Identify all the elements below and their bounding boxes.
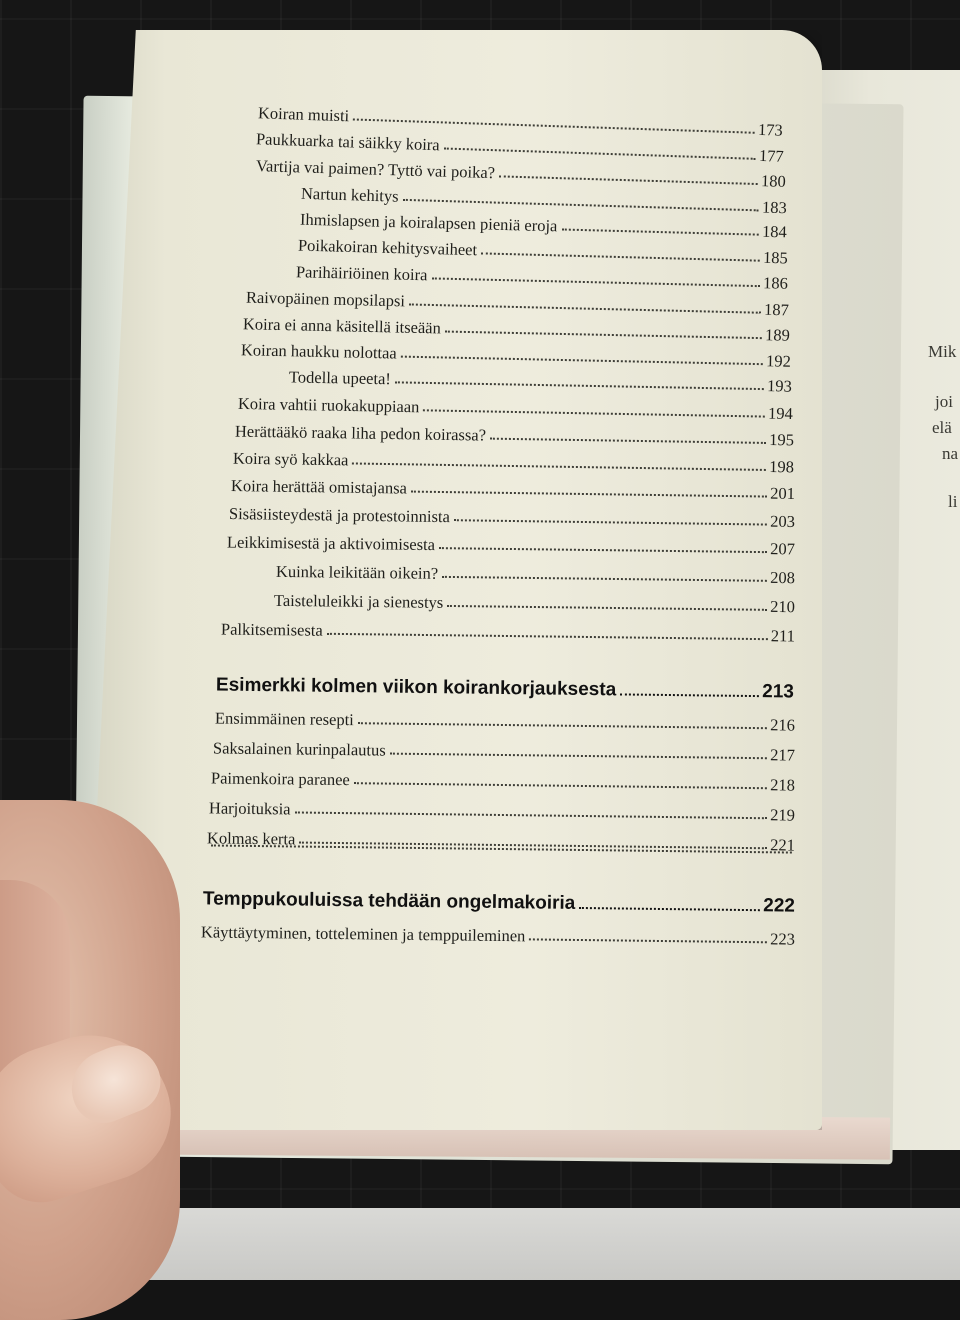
toc-entry-page: 177 — [758, 145, 785, 166]
toc-entry-title: Saksalainen kurinpalautus — [212, 738, 386, 760]
toc-entry-title: Kolmas kerta — [206, 828, 296, 849]
toc-entry-title: Koiran haukku nolottaa — [240, 340, 397, 363]
toc-leader-dots — [423, 409, 765, 417]
toc-entry-page: 208 — [770, 567, 796, 588]
toc-entry-page: 217 — [770, 745, 796, 765]
toc-chapter-heading — [216, 668, 794, 703]
toc-entry-page: 185 — [762, 247, 789, 268]
toc-leader-dots — [294, 811, 767, 819]
toc-entry-page: 213 — [762, 681, 795, 703]
toc-entry-page: 186 — [762, 273, 789, 293]
toc-entry-title: Sisäsiisteydestä ja protestoinnista — [228, 504, 450, 527]
toc-entry — [209, 790, 795, 825]
toc-entry — [215, 700, 795, 735]
toc-entry-page: 218 — [770, 775, 796, 795]
toc-leader-dots — [490, 438, 766, 444]
facing-page-fragment: li — [948, 492, 958, 511]
toc-entry-page: 173 — [757, 119, 784, 140]
toc-entry-page: 211 — [770, 626, 796, 646]
toc-entry-page: 198 — [769, 457, 795, 477]
toc-leader-dots — [327, 633, 768, 640]
toc-entry-page: 210 — [770, 596, 796, 617]
toc-entry-title: Käyttäytyminen, totteleminen ja temppuileminen — [200, 922, 526, 946]
toc-entry-page: 207 — [770, 539, 796, 559]
toc-leader-dots — [447, 605, 767, 611]
toc-entry-title: Esimerkki kolmen viikon koirankorjauksesta — [215, 674, 617, 701]
toc-entry-title: Koiran muisti — [257, 103, 350, 126]
toc-entry-page: 195 — [769, 430, 795, 450]
toc-entry-title: Herättääkö raaka liha pedon koirassa? — [234, 421, 487, 445]
toc-entry-title: Palkitsemisesta — [220, 619, 323, 640]
toc-entry-page: 222 — [763, 895, 796, 917]
toc-leader-dots — [529, 938, 767, 943]
toc-entry — [213, 730, 795, 765]
toc-leader-dots — [439, 547, 767, 553]
toc-entry-title: Nartun kehitys — [300, 183, 399, 206]
toc-entry — [221, 611, 795, 646]
toc-entry-page: 201 — [770, 483, 796, 503]
toc-entry-page: 203 — [770, 511, 796, 531]
facing-page-fragment: elä — [932, 418, 952, 437]
toc-entry-title: Ihmislapsen ja koiralapsen pieniä eroja — [299, 209, 558, 236]
toc-leader-dots — [454, 519, 767, 525]
toc-entry-title: Temppukouluissa tehdään ongelmakoiria — [202, 888, 576, 914]
toc-entry-page: 187 — [763, 299, 790, 320]
toc-entry-title: Paimenkoira paranee — [210, 768, 350, 790]
toc-entry-page: 184 — [761, 221, 788, 242]
toc-entry — [274, 583, 795, 617]
toc-entry-page: 193 — [766, 376, 793, 396]
toc-entry-title: Todella upeeta! — [288, 367, 392, 389]
toc-leader-dots — [620, 693, 759, 697]
facing-page-fragment: Mik — [928, 342, 957, 361]
toc-leader-dots — [579, 907, 760, 911]
toc-leader-dots — [358, 722, 767, 729]
toc-entry-page: 192 — [765, 351, 792, 371]
toc-chapter-heading — [203, 882, 795, 917]
toc-entry — [211, 760, 795, 795]
toc-entry-title: Raivopäinen mopsilapsi — [245, 287, 406, 311]
toc-entry-title: Koira herättää omistajansa — [230, 476, 408, 498]
toc-leader-dots — [390, 753, 767, 760]
toc-entry-title: Harjoituksia — [208, 798, 291, 819]
toc-leader-dots — [395, 381, 764, 390]
toc-entry-title: Taisteluleikki ja sienestys — [273, 590, 444, 612]
toc-entry-title: Koira ei anna käsitellä itseään — [242, 314, 442, 338]
toc-entry-title: Paukkuarka tai säikky koira — [255, 129, 440, 155]
toc-entry-title: Leikkimisestä ja aktivoimisesta — [226, 532, 436, 555]
toc-entry-title: Koira syö kakkaa — [232, 448, 349, 470]
toc-entry-page: 180 — [760, 171, 787, 191]
toc-entry-page: 219 — [770, 805, 796, 825]
toc-entry-page: 216 — [770, 715, 796, 735]
toc-entry-title: Parihäiriöinen koira — [295, 262, 428, 285]
toc-leader-dots — [442, 576, 767, 582]
toc-leader-dots — [211, 844, 792, 853]
facing-page-fragment: joi — [935, 392, 953, 411]
toc-leader-dots — [411, 491, 767, 498]
toc-leader-dots — [354, 782, 767, 789]
toc-entry — [207, 824, 795, 859]
toc-entry-title: Poikakoiran kehitysvaiheet — [297, 235, 478, 260]
toc-entry-title: Ensimmäinen resepti — [214, 708, 354, 730]
toc-entry-page: 194 — [767, 403, 794, 424]
toc-entry-page: 183 — [761, 197, 788, 218]
facing-page-fragment: na — [942, 444, 959, 463]
toc-entry-page: 221 — [770, 835, 796, 855]
toc-entry-page: 189 — [764, 325, 791, 345]
toc-entry — [201, 914, 795, 949]
toc-entry-title: Koira vahtii ruokakuppiaan — [237, 393, 420, 417]
toc-entry-page: 223 — [770, 929, 796, 949]
toc-entry-title: Kuinka leikitään oikein? — [275, 561, 439, 583]
toc-entry-title: Vartija vai paimen? Tyttö vai poika? — [255, 156, 496, 183]
